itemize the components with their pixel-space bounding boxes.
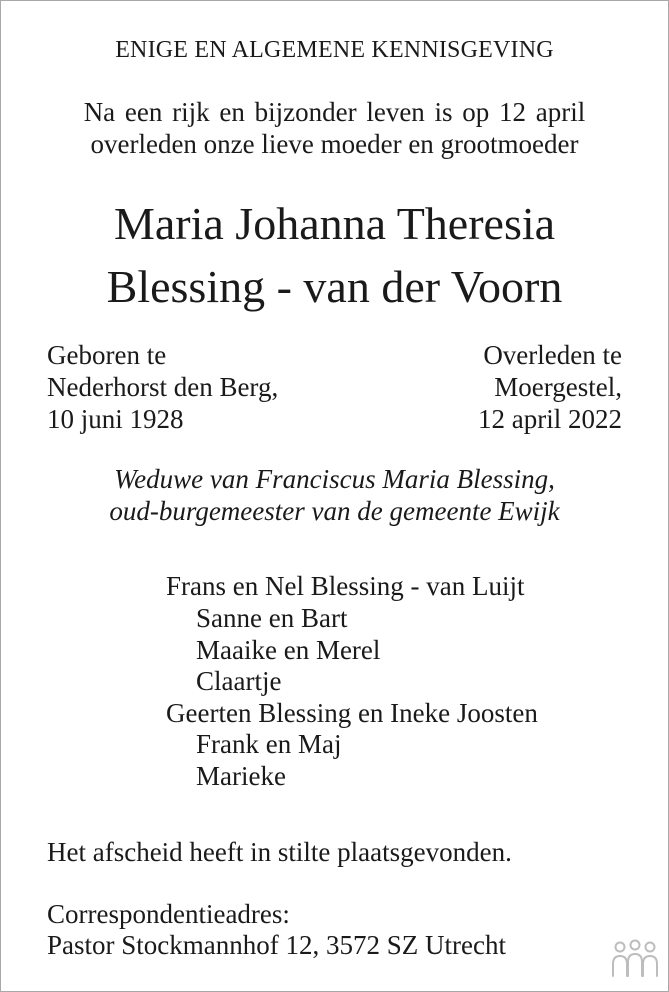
farewell-text: Het afscheid heeft in stilte plaatsgevonden. (47, 837, 512, 867)
deceased-name-line-1: Maria Johanna Theresia (113, 198, 556, 249)
died-date: 12 april 2022 (478, 404, 622, 434)
notice-header: ENIGE EN ALGEMENE KENNISGEVING (115, 37, 554, 63)
widow-line-2: oud-burgemeester van de gemeente Ewijk (109, 496, 560, 526)
born-place: Nederhorst den Berg, (47, 372, 279, 402)
family-member: Claartje (196, 666, 282, 696)
people-group-icon (611, 938, 659, 980)
died-place: Moergestel, (494, 372, 622, 402)
family-member: Sanne en Bart (196, 603, 348, 633)
correspondence-label: Correspondentieadres: (47, 899, 290, 929)
died-label: Overleden te (483, 340, 622, 370)
widow-line-1: Weduwe van Franciscus Maria Blessing, (114, 464, 555, 494)
family-member: Maaike en Merel (196, 635, 381, 665)
intro-line-2: overleden onze lieve moeder en grootmoeder (90, 129, 579, 159)
deceased-name-line-2: Blessing - van der Voorn (106, 261, 563, 312)
correspondence-address: Pastor Stockmannhof 12, 3572 SZ Utrecht (47, 930, 506, 960)
family-member: Marieke (196, 761, 286, 791)
family-member: Geerten Blessing en Ineke Joosten (166, 698, 538, 728)
intro-line-1: Na een rijk en bijzonder leven is op 12 april (83, 97, 586, 127)
family-member: Frank en Maj (196, 729, 342, 759)
family-member: Frans en Nel Blessing - van Luijt (166, 571, 525, 601)
born-label: Geboren te (47, 340, 167, 370)
born-date: 10 juni 1928 (47, 404, 184, 434)
